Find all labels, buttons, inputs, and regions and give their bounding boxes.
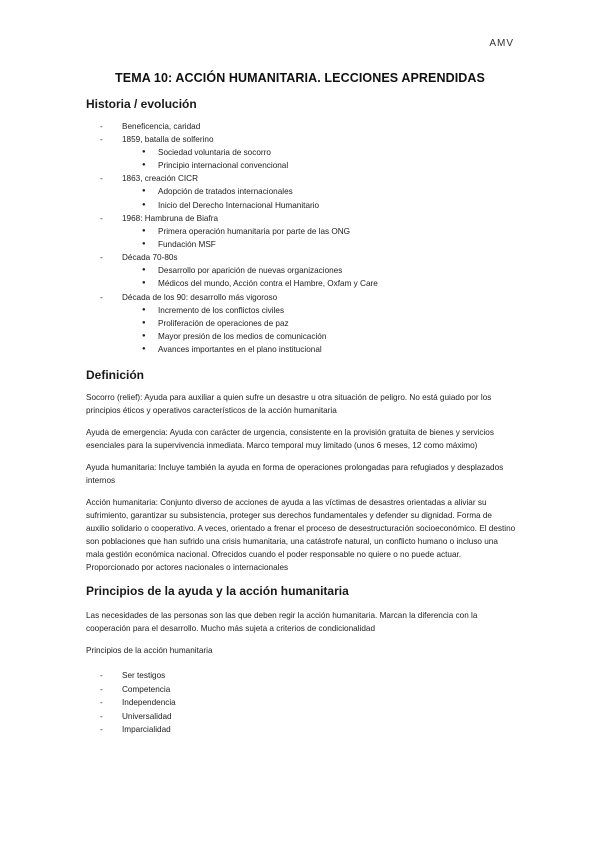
historia-subitem: ● Fundación MSF [86,238,516,251]
historia-item [86,133,516,172]
historia-subitem: ● Avances importantes en el plano institucional [86,343,516,356]
historia-subitem: ● Sociedad voluntaria de socorro [86,146,516,159]
page-title: TEMA 10: ACCIÓN HUMANITARIA. LECCIONES APRENDIDAS [115,71,485,85]
historia-item [86,212,516,251]
author-initials: AMV [489,38,514,49]
definicion-paragraph: Ayuda de emergencia: Ayuda con carácter de urgencia, consistente en la provisión gratuita de bienes y servicios esenciales para la supervivencia inmediata. Marco temporal muy limitado (unos 6 meses, 12 como máximo) [86,428,494,451]
historia-list [86,120,516,356]
principios-intro: Las necesidades de las personas son las que deben regir la acción humanitaria. Marcan la diferencia con la cooperación para el desarrollo. Mucho más sujeta a criterios de condicionalidad [86,611,478,634]
historia-item-label: Década de los 90: desarrollo más vigoroso [122,292,278,302]
historia-item-label: 1968: Hambruna de Biafra [122,213,219,223]
historia-subitem: ● Mayor presión de los medios de comunicación [86,330,516,343]
historia-sublist [122,146,516,172]
section-heading-definicion: Definición [86,368,145,383]
principios-item: - Independencia [86,696,516,709]
historia-item-label: 1863, creación CICR [122,174,198,184]
definicion-paragraphs [86,391,516,574]
principios-list [86,669,516,736]
section-heading-principios: Principios de la ayuda y la acción humanitaria [86,584,349,599]
historia-sublist [122,304,516,357]
historia-subitem: ● Incremento de los conflictos civiles [86,304,516,317]
historia-sublist [122,225,516,251]
historia-item [86,291,516,357]
definicion-paragraph: Socorro (relief): Ayuda para auxiliar a quien sufre un desastre u otra situación de peligro. No está guiado por los principios éticos y operativos característicos de la acción humanitaria [86,393,492,416]
historia-subitem: ● Proliferación de operaciones de paz [86,317,516,330]
historia-subitem: ● Adopción de tratados internacionales [86,185,516,198]
historia-item [86,172,516,211]
definicion-paragraph: Acción humanitaria: Conjunto diverso de acciones de ayuda a las víctimas de desastres orientadas a aliviar su sufrimiento, garantizar su subsistencia, proteger sus derechos fundamentales y defender su dignidad. Forma de auxilio solidario o cooperativo. A veces, orientado a frenar el proceso de desestructuración socioeconómico. El destino son poblaciones que han sufrido una crisis humanitaria, una catástrofe natural, un conflicto humano o incluso una mala gestión económica nacional. Ofrecidos cuando el poder responsable no quiere o no puede actuar. Proporcionado por actores nacionales o internacionales [86,498,516,573]
principios-item: - Imparcialidad [86,723,516,736]
principios-item: - Ser testigos [86,669,516,682]
section-heading-historia: Historia / evolución [86,97,197,111]
historia-item [86,251,516,290]
principios-item: - Universalidad [86,710,516,723]
historia-item [86,120,516,133]
principios-subheading: Principios de la acción humanitaria [86,646,213,656]
historia-item-label: Década 70-80s [122,253,178,263]
historia-sublist [122,185,516,211]
historia-sublist [122,264,516,290]
historia-subitem: ● Desarrollo por aparición de nuevas organizaciones [86,264,516,277]
historia-item-label: 1859, batalla de solferino [122,135,214,144]
historia-subitem: ● Inicio del Derecho Internacional Humanitario [86,199,516,212]
definicion-paragraph: Ayuda humanitaria: Incluye también la ayuda en forma de operaciones prolongadas para refugiados y desplazados internos [86,463,504,486]
principios-item: - Competencia [86,683,516,696]
historia-subitem: ● Principio internacional convencional [86,159,516,172]
historia-subitem: ● Médicos del mundo, Acción contra el Hambre, Oxfam y Care [86,277,516,290]
historia-item-label: Beneficencia, caridad [122,122,201,131]
historia-subitem: ● Primera operación humanitaria por parte de las ONG [86,225,516,238]
document-body [86,97,516,736]
